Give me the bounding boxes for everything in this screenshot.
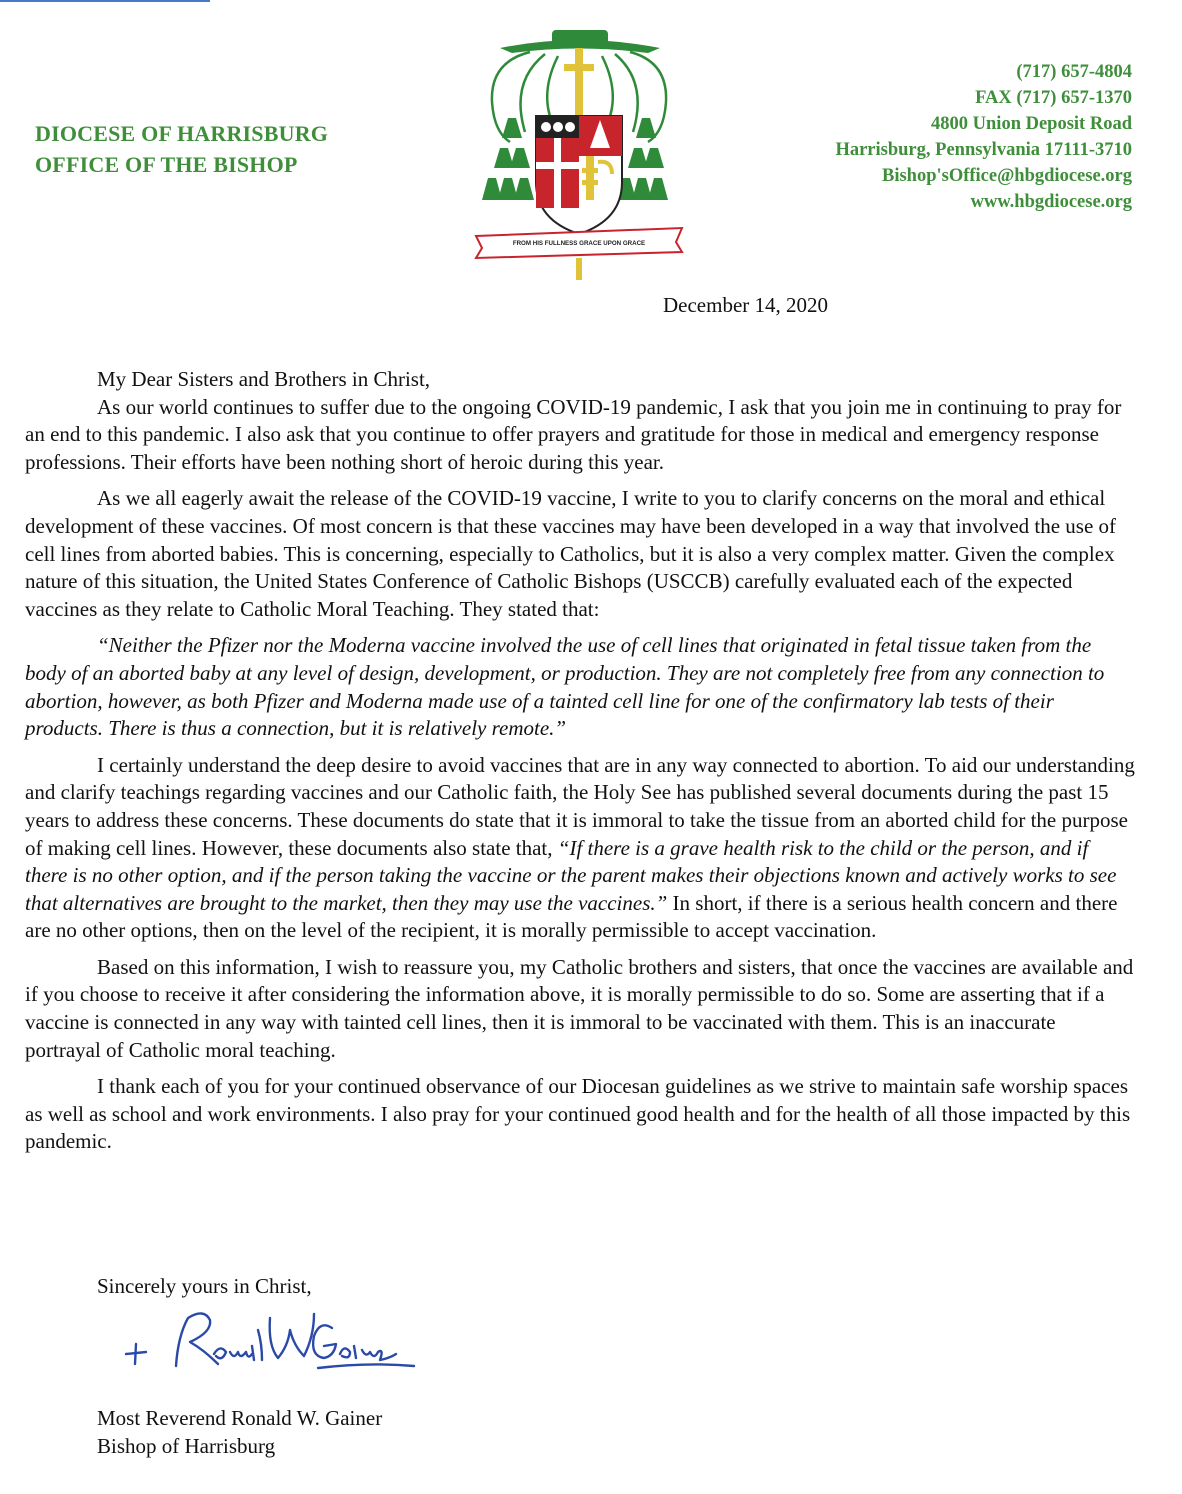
letter-date: December 14, 2020 — [663, 293, 829, 317]
paragraph-4 — [25, 752, 1135, 945]
office-name: OFFICE OF THE BISHOP — [35, 152, 298, 177]
closing: Sincerely yours in Christ, — [97, 1274, 312, 1298]
org-name: DIOCESE OF HARRISBURG — [35, 121, 329, 146]
usccb-quote: “Neither the Pfizer nor the Moderna vaccine involved the use of cell lines that originated in fetal tissue taken from the body of an aborted baby at any level of design, development, or production. They are not completely free from any connection to abortion, however, as both Pfizer and Moderna made use of a tainted cell line for one of the confirmatory lab tests of their products. There is thus a connection, but it is relatively remote.” — [25, 633, 1105, 741]
holy-see-quote: “If there is a grave health risk to the child or the person, and if there is no other option, and if the person taking the vaccine or the parent makes their objections known and actively works to see that alternatives are brought to the market, then they may use the vaccines.” — [25, 835, 1117, 915]
top-link-underline — [0, 0, 210, 2]
paragraph-4-end: In short, if there is a serious health concern and there are no other options, then on the level of the recipient, it is morally permissible to accept vaccination. — [25, 890, 1118, 943]
letter-body — [25, 366, 1135, 1165]
phone-number: (717) 657-4804 — [1016, 62, 1132, 82]
city-state-zip: Harrisburg, Pennsylvania 17111-3710 — [835, 140, 1132, 160]
motto-text: FROM HIS FULLNESS GRACE UPON GRACE — [512, 240, 646, 247]
paragraph-4-start: I certainly understand the deep desire to avoid vaccines that are in any way connected to abortion. To aid our understanding and clarify teachings regarding vaccines and our Catholic faith, the Holy See has published several documents during the past 15 years to address these concerns. These documents do state that it is immoral to take the tissue from an aborted child for the purpose of making cell lines. However, these documents also state that, — [25, 752, 1135, 860]
paragraph-1: As our world continues to suffer due to the ongoing COVID-19 pandemic, I ask that you join me in continuing to pray for an end to this pandemic. I also ask that you continue to offer prayers and gratitude for those in medical and emergency response professions. Their efforts have been nothing short of heroic during this year. — [25, 394, 1122, 474]
website-url: www.hbgdiocese.org — [970, 192, 1132, 212]
paragraph-2: As we all eagerly await the release of the COVID-19 vaccine, I write to you to clarify concerns on the moral and ethical development of these vaccines. Of most concern is that these vaccines may have been developed in a way that involved the use of cell lines from aborted babies. This is concerning, especially to Catholics, but it is also a very complex matter. Given the complex nature of this situation, the United States Conference of Catholic Bishops (USCCB) carefully evaluated each of the expected vaccines as they relate to Catholic Moral Teaching. They stated that: — [25, 486, 1117, 621]
paragraph-6: I thank each of you for your continued observance of our Diocesan guidelines as we strive to maintain safe worship spaces as well as school and work environments. I also pray for your continued good health and for the health of all those impacted by this pandemic. — [25, 1074, 1131, 1154]
fax-number: FAX (717) 657-1370 — [975, 88, 1132, 108]
street-address: 4800 Union Deposit Road — [931, 114, 1132, 134]
signer-name: Most Reverend Ronald W. Gainer — [97, 1406, 383, 1430]
letterhead-organization — [35, 118, 328, 180]
email-address: Bishop'sOffice@hbgdiocese.org — [881, 166, 1132, 186]
coat-of-arms-icon — [470, 22, 688, 282]
letterhead-contact — [835, 59, 1132, 215]
handwritten-signature — [118, 1306, 438, 1386]
salutation: My Dear Sisters and Brothers in Christ, — [97, 367, 431, 391]
signer-title: Bishop of Harrisburg — [97, 1434, 276, 1458]
signer-block — [97, 1404, 382, 1460]
paragraph-5: Based on this information, I wish to reassure you, my Catholic brothers and sisters, that once the vaccines are available and if you choose to receive it after considering the information above, it is morally permissible to do so. Some are asserting that if a vaccine is connected in any way with tainted cell lines, then it is immoral to be vaccinated with them. This is an inaccurate portrayal of Catholic moral teaching. — [25, 954, 1134, 1062]
